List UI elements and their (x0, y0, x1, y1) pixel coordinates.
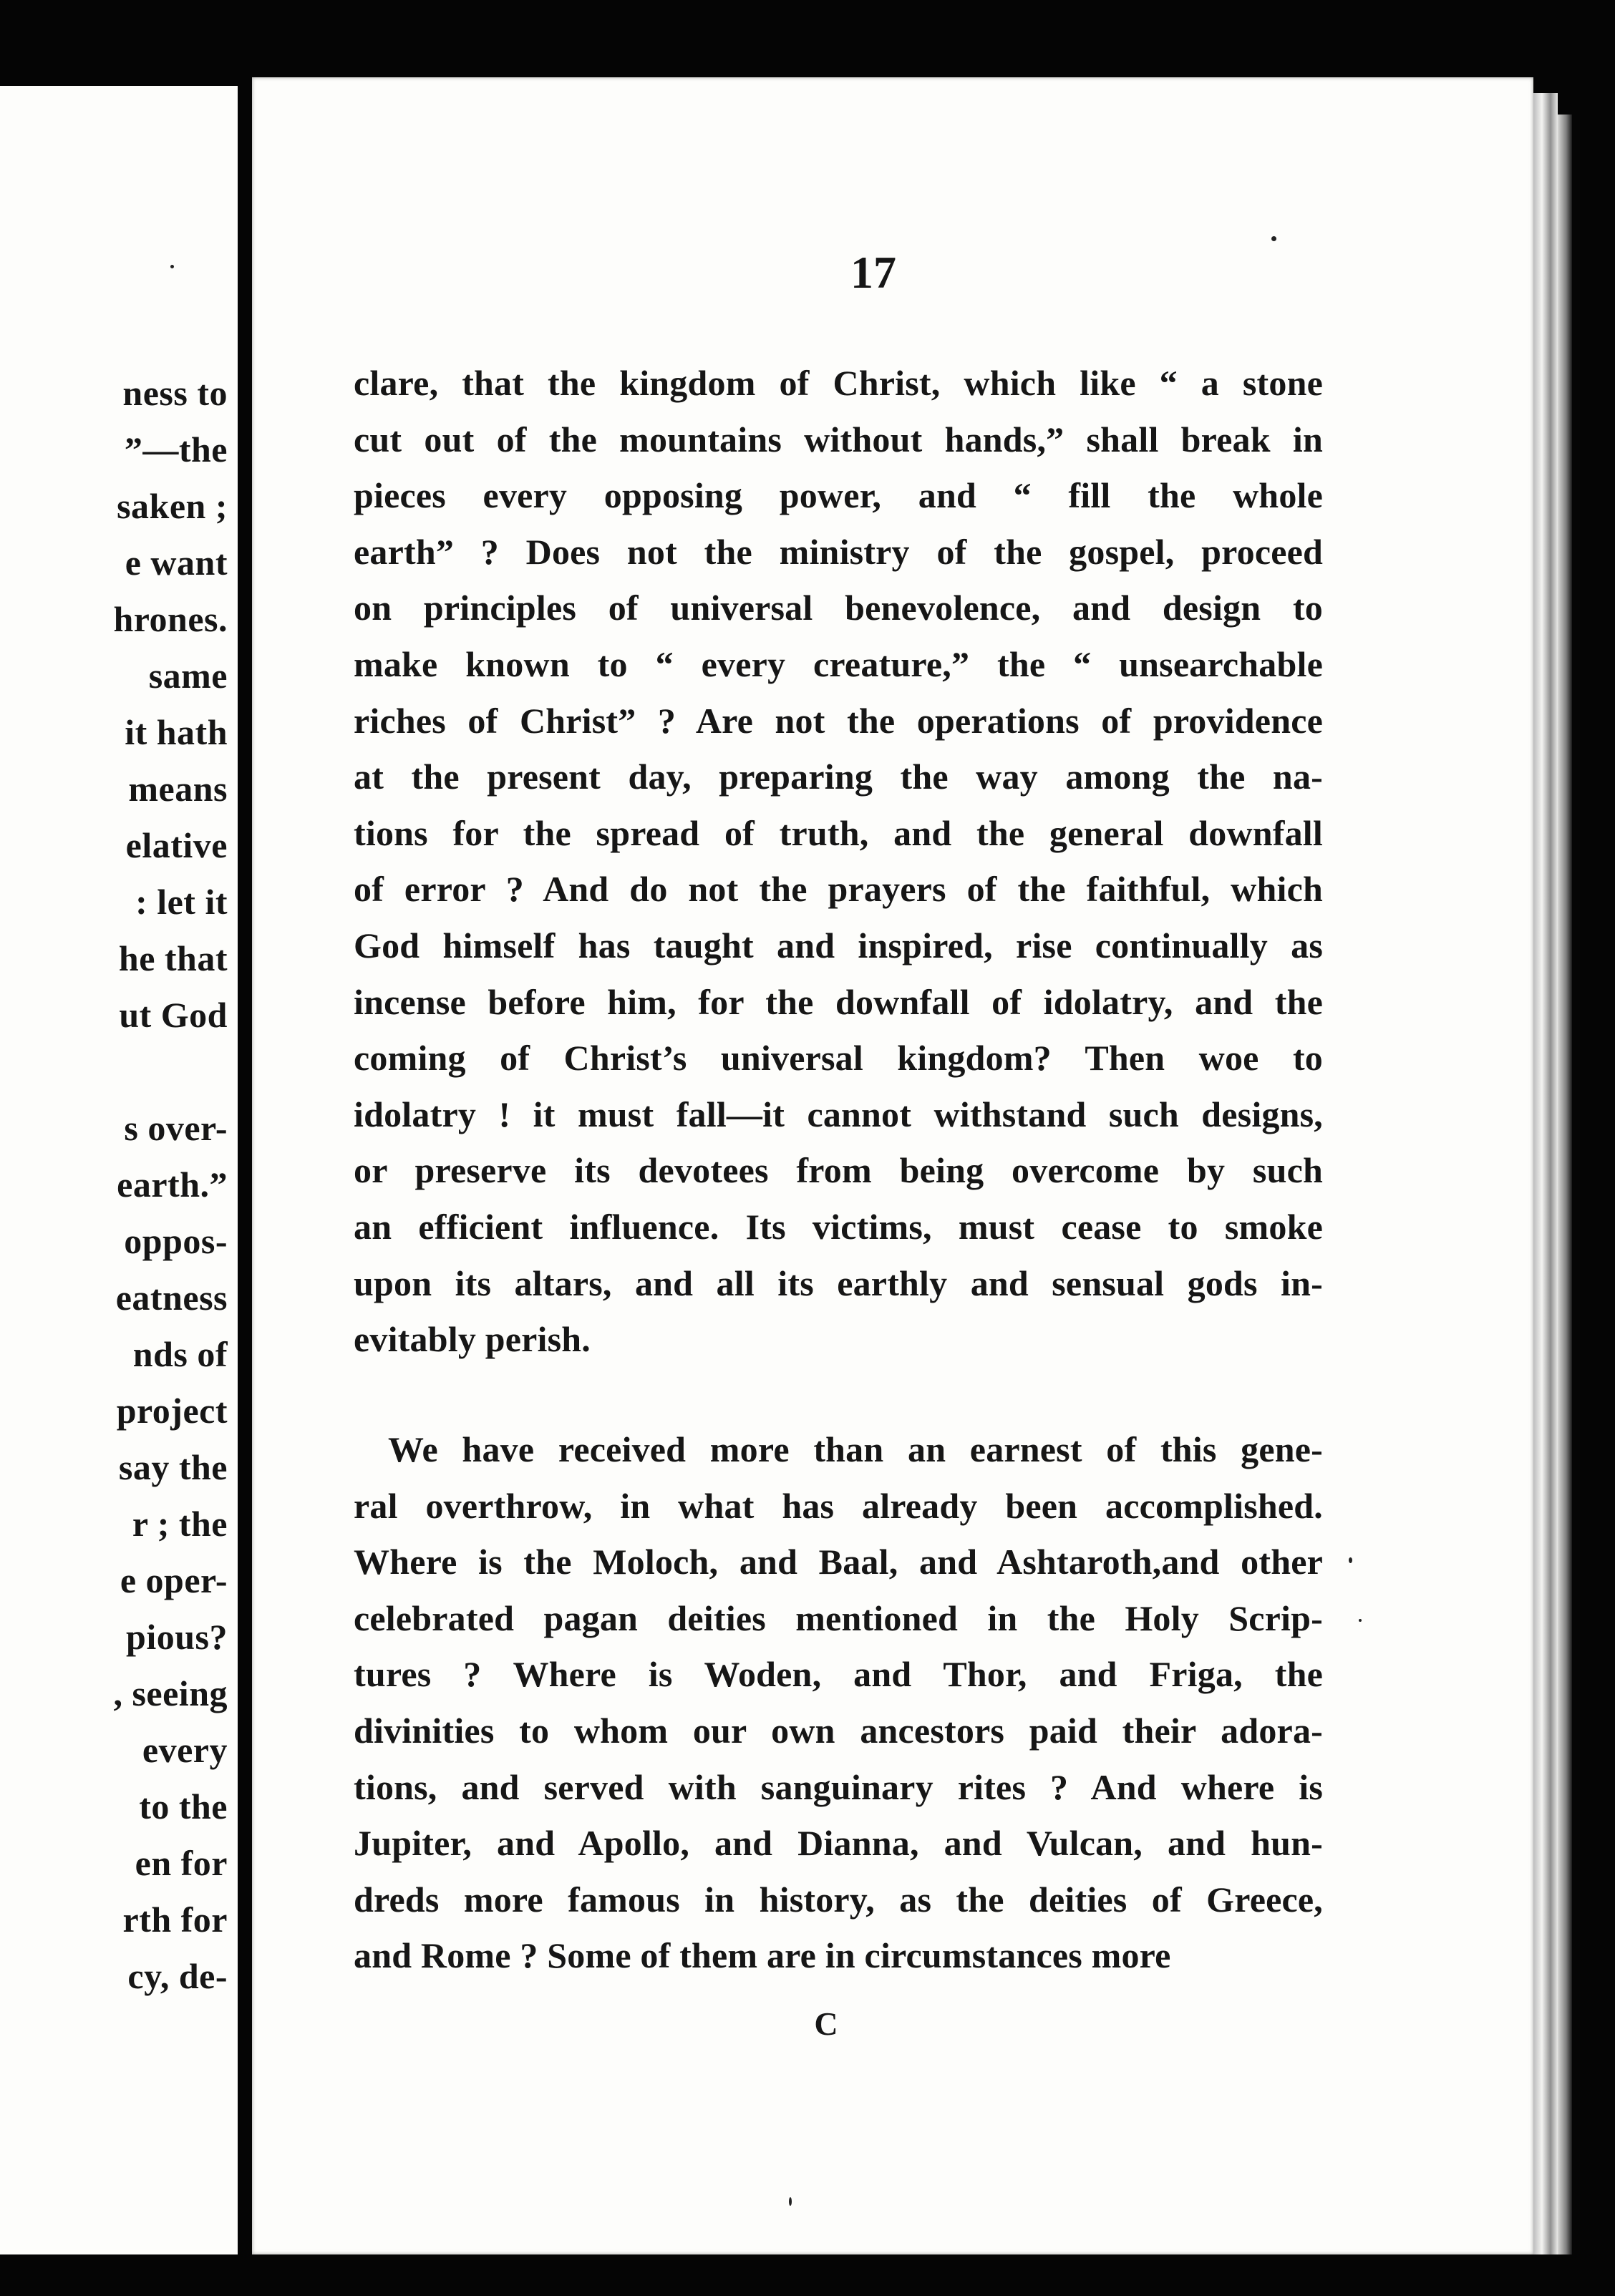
text-line: divinities to whom our own ancestors paid their adora- (354, 1710, 1323, 1751)
left-page-line: it hath (125, 712, 228, 752)
left-page-line: say the (118, 1447, 228, 1487)
signature-mark: C (814, 2005, 838, 2042)
text-line: idolatry ! it must fall—it cannot withstand such designs, (354, 1094, 1323, 1134)
left-page-line: elative (125, 825, 228, 865)
left-page-line: ut God (119, 995, 228, 1035)
text-line: tions, and served with sanguinary rites ? And where is (354, 1766, 1323, 1807)
left-page-line: cy, de- (127, 1956, 228, 1996)
left-page-line: means (128, 769, 228, 809)
text-line: and Rome ? Some of them are in circumstances more (354, 1935, 1171, 1976)
left-page-line: earth.” (117, 1164, 228, 1205)
left-page-line: : let it (135, 882, 228, 922)
left-page-line: nds of (132, 1334, 228, 1374)
text-line: coming of Christ’s universal kingdom? Then woe to (354, 1038, 1323, 1079)
scan-speck (170, 265, 174, 268)
text-line: riches of Christ” ? Are not the operations of providence (354, 700, 1323, 741)
text-line: clare, that the kingdom of Christ, which like “ a stone (354, 363, 1323, 403)
text-line: evitably perish. (354, 1319, 591, 1360)
left-page-line: , seeing (113, 1673, 228, 1713)
text-line: Jupiter, and Apollo, and Dianna, and Vulcan, and hun- (354, 1823, 1323, 1864)
page-edge (1533, 93, 1558, 2254)
text-line: cut out of the mountains without hands,” shall break in (354, 419, 1323, 459)
text-line: incense before him, for the downfall of idolatry, and the (354, 981, 1323, 1022)
left-page-line: he that (118, 938, 228, 978)
text-line: We have received more than an earnest of this gene- (388, 1429, 1323, 1469)
left-page-line: r ; the (132, 1504, 228, 1544)
text-line: Where is the Moloch, and Baal, and Ashtaroth,and other (354, 1542, 1323, 1582)
text-line: make known to “ every creature,” the “ unsearchable (354, 643, 1323, 684)
text-line: tures ? Where is Woden, and Thor, and Friga, the (354, 1654, 1323, 1695)
left-page-line: ”—the (124, 429, 228, 470)
text-line: earth” ? Does not the ministry of the gospel, proceed (354, 531, 1323, 572)
left-page-line: e want (125, 543, 228, 583)
text-line: dreds more famous in history, as the deities of Greece, (354, 1879, 1323, 1920)
left-page-line: en for (135, 1843, 228, 1883)
left-page-line: s over- (124, 1108, 228, 1148)
text-line: at the present day, preparing the way among the na- (354, 757, 1323, 797)
scan-speck (1271, 236, 1276, 241)
left-page-line: pious? (126, 1617, 228, 1657)
scan-speck (1359, 1619, 1362, 1622)
left-page-line: ness to (122, 373, 228, 413)
page-number: 17 (850, 247, 896, 298)
text-line: celebrated pagan deities mentioned in the Holy Scrip- (354, 1597, 1323, 1638)
left-page-line (0, 1044, 228, 1100)
page-edge-shadow (1558, 115, 1572, 2254)
scan-speck (789, 2197, 792, 2206)
text-line: upon its altars, and all its earthly and sensual gods in- (354, 1263, 1323, 1303)
paragraph-1 (354, 355, 1323, 1368)
text-line: tions for the spread of truth, and the general downfall (354, 812, 1323, 853)
text-line: pieces every opposing power, and “ fill the whole (354, 475, 1323, 516)
left-page-line: eatness (115, 1278, 228, 1318)
left-page-text (0, 365, 228, 2005)
left-page-line: saken ; (117, 486, 228, 526)
text-line: God himself has taught and inspired, rise continually as (354, 925, 1323, 965)
left-page-line: same (148, 656, 228, 696)
text-line: on principles of universal benevolence, and design to (354, 588, 1323, 628)
text-line: of error ? And do not the prayers of the faithful, which (354, 869, 1323, 910)
left-page-fragment (0, 86, 238, 2254)
left-page-line: every (142, 1730, 228, 1770)
left-page-line: oppos- (124, 1221, 228, 1261)
scan-speck (1349, 1557, 1352, 1563)
paragraph-2 (354, 1421, 1323, 1984)
text-line: ral overthrow, in what has already been accomplished. (354, 1485, 1323, 1526)
left-page-line: e oper- (120, 1560, 228, 1600)
left-page-line: rth for (122, 1899, 228, 1940)
left-page-line: to the (139, 1786, 228, 1826)
left-page-line: project (116, 1391, 228, 1431)
text-line: or preserve its devotees from being overcome by such (354, 1150, 1323, 1191)
text-line: an efficient influence. Its victims, must cease to smoke (354, 1206, 1323, 1247)
left-page-line: hrones. (113, 599, 228, 639)
